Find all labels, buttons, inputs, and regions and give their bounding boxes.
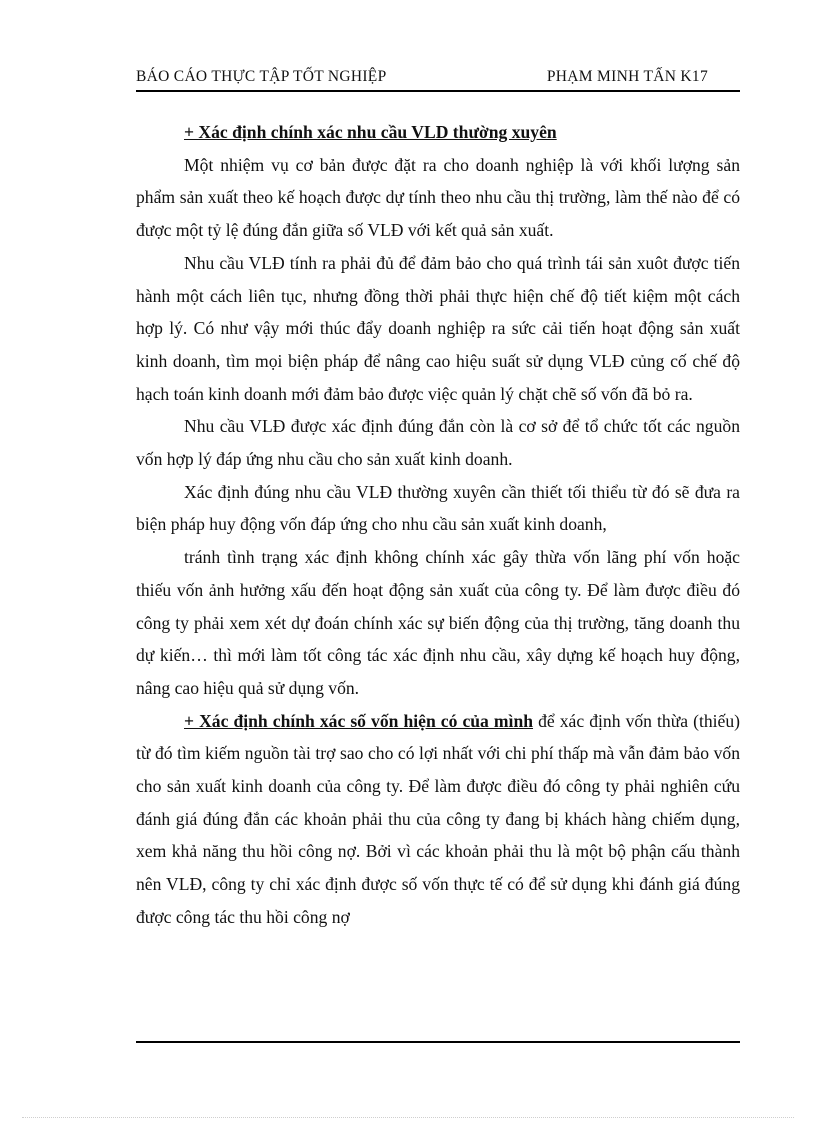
- section-heading-1: [136, 116, 740, 149]
- paragraph: Nhu cầu VLĐ tính ra phải đủ để đảm bảo cho quá trình tái sản xuôt được tiến hành một cách liên tục, nhưng đồng thời phải thực hiện chế độ tiết kiệm một cách hợp lý. Có như vậy mới thúc đẩy doanh nghiệp ra sức cải tiến hoạt động sản xuất kinh doanh, tìm mọi biện pháp để nâng cao hiệu suất sử dụng VLĐ củng cố chế độ hạch toán kinh doanh mới đảm bảo được việc quản lý chặt chẽ số vốn đã bỏ ra.: [136, 252, 740, 404]
- paragraph: tránh tình trạng xác định không chính xác gây thừa vốn lãng phí vốn hoặc thiếu vốn ảnh hưởng xấu đến hoạt động sản xuất của công ty. Để làm được điều đó công ty phải xem xét dự đoán chính xác sự biến động của thị trường, tăng doanh thu dự kiến… thì mới làm tốt công tác xác định nhu cầu, xây dựng kế hoạch huy động, nâng cao hiệu quả sử dụng vốn.: [136, 547, 740, 698]
- section-paragraph-2: [136, 705, 740, 934]
- paragraph: Nhu cầu VLĐ được xác định đúng đắn còn là cơ sở để tổ chức tốt các nguồn vốn hợp lý đáp ứng nhu cầu cho sản xuất kinh doanh.: [136, 416, 740, 470]
- page-header: [136, 68, 740, 90]
- footer-divider: [136, 1041, 740, 1043]
- heading-text: + Xác định chính xác nhu cầu VLD thường xuyên: [184, 122, 557, 142]
- paragraph-text: để xác định vốn thừa (thiếu) từ đó tìm kiếm nguồn tài trợ sao cho có lợi nhất với chi phí thấp mà vẫn đảm bảo vốn cho sản xuất kinh doanh của công ty. Để làm được điều đó công ty phải nghiên cứu đánh giá đúng đắn các khoản phải thu của công ty đang bị khách hàng chiếm dụng, xem khả năng thu hồi công nợ. Bởi vì các khoản phải thu là một bộ phận cấu thành nên VLĐ, công ty chỉ xác định được số vốn thực tế có để sử dụng khi đánh giá đúng được công tác thu hồi công nợ: [136, 710, 740, 927]
- header-author: PHẠM MINH TẤN K17: [546, 68, 708, 85]
- paragraph: Một nhiệm vụ cơ bản được đặt ra cho doanh nghiệp là với khối lượng sản phẩm sản xuất theo kế hoạch được dự tính theo nhu cầu thị trường, làm thế nào để có được một tỷ lệ đúng đắn giữa số VLĐ với kết quả sản xuất.: [136, 154, 740, 241]
- header-divider: [136, 90, 740, 92]
- document-body: [136, 116, 740, 934]
- paragraph: Xác định đúng nhu cầu VLĐ thường xuyên cần thiết tối thiểu từ đó sẽ đưa ra biện pháp huy động vốn đáp ứng cho nhu cầu sản xuất kinh doanh,: [136, 481, 740, 535]
- heading-text: + Xác định chính xác số vốn hiện có của mình: [184, 710, 534, 731]
- page-edge: [22, 1117, 794, 1118]
- header-report-title: BÁO CÁO THỰC TẬP TỐT NGHIỆP: [136, 68, 387, 85]
